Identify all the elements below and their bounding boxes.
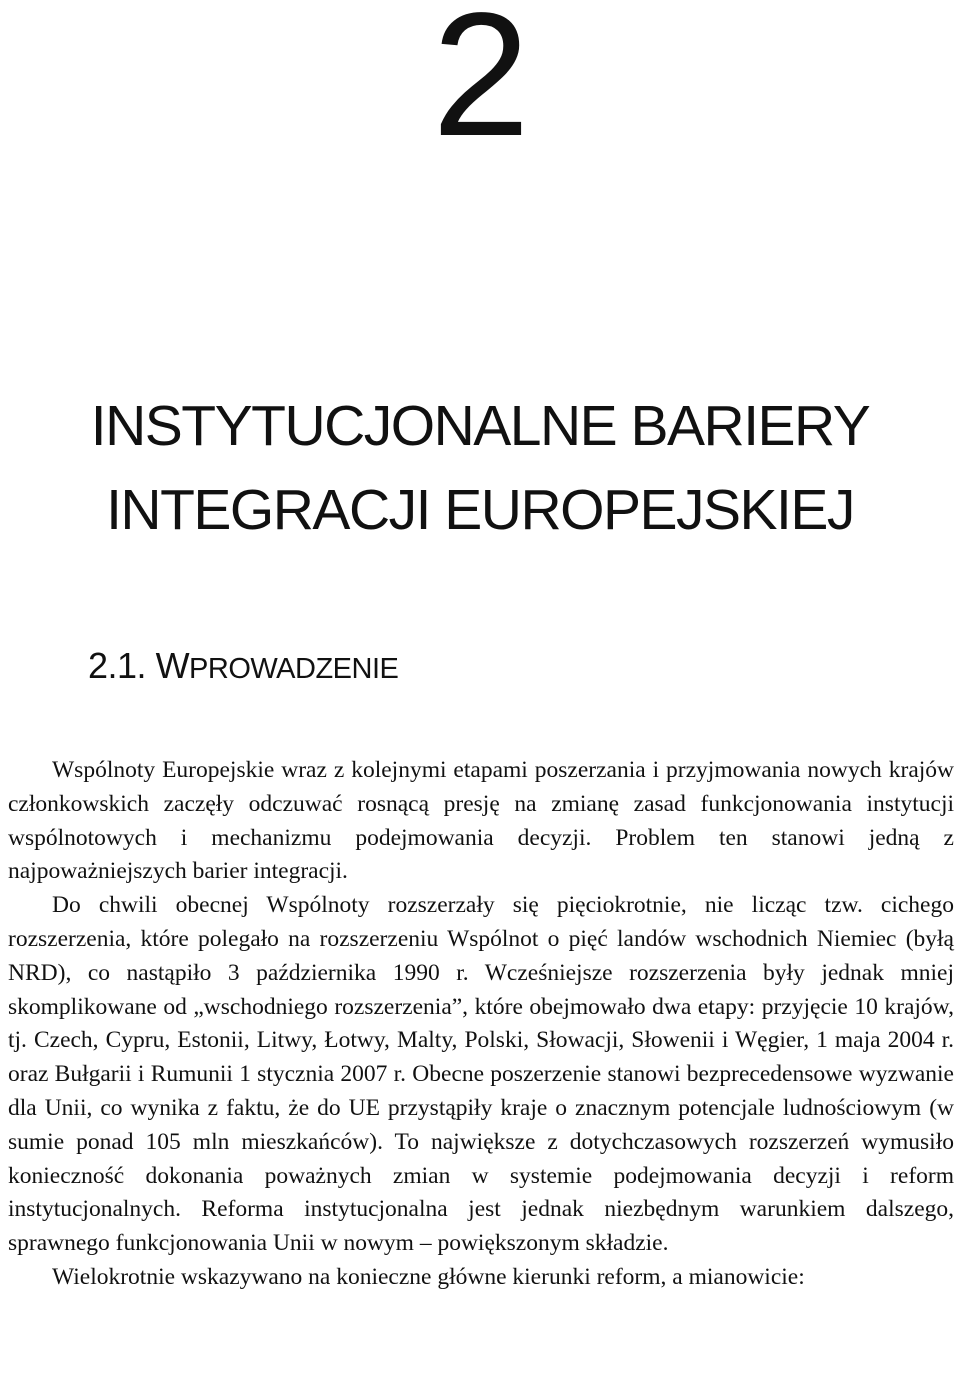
chapter-title xyxy=(0,384,960,552)
section-title-rest: PROWADZENIE xyxy=(189,653,399,685)
chapter-title-line-1: INSTYTUCJONALNE BARIERY xyxy=(90,394,870,458)
paragraph: Wielokrotnie wskazywano na konieczne główne kierunki reform, a mianowicie: xyxy=(52,1263,805,1290)
section-number: 2.1. xyxy=(88,645,147,686)
section-heading xyxy=(88,640,398,695)
paragraph: Wspólnoty Europejskie wraz z kolejnymi etapami poszerzania i przyjmowania nowych krajów członkowskich zaczęły odczuwać rosnącą presję na zmianę zasad funkcjonowania instytucji wspólnotowych i mechanizmu podejmowania decyzji. Problem ten stanowi jedną z najpoważniejszych barier integracji. xyxy=(8,757,954,885)
chapter-title-line-2: INTEGRACJI EUROPEJSKIEJ xyxy=(106,478,854,542)
section-title-initial: W xyxy=(155,645,190,686)
body-text xyxy=(8,754,954,1295)
paragraph: Do chwili obecnej Wspólnoty rozszerzały się pięciokrotnie, nie licząc tzw. cichego rozszerzenia, które polegało na rozszerzeniu Wspólnot o pięć landów wschodnich Niemiec (byłą NRD), co nastąpiło 3 października 1990 r. Wcześniejsze rozszerzenia były jednak mniej skomplikowane od „wschodniego rozszerzenia”, które obejmowało dwa etapy: przyjęcie 10 krajów, tj. Czech, Cypru, Estonii, Litwy, Łotwy, Malty, Polski, Słowacji, Słowenii i Węgier, 1 maja 2004 r. oraz Bułgarii i Rumunii 1 stycznia 2007 r. Obecne poszerzenie stanowi bezprecedensowe wyzwanie dla Unii, co wynika z faktu, że do UE przystąpiły kraje o znacznym potencjale ludnościowym (w sumie ponad 105 mln mieszkańców). To największe z dotychczasowych rozszerzeń wymusiło konieczność dokonania poważnych zmian w systemie podejmowania decyzji i reform instytucjonalnych. Reforma instytucjonalna jest jednak niezbędnym warunkiem dalszego, sprawnego funkcjonowania Unii w nowym – powiększonym składzie. xyxy=(8,892,954,1257)
chapter-number: 2 xyxy=(432,0,528,173)
